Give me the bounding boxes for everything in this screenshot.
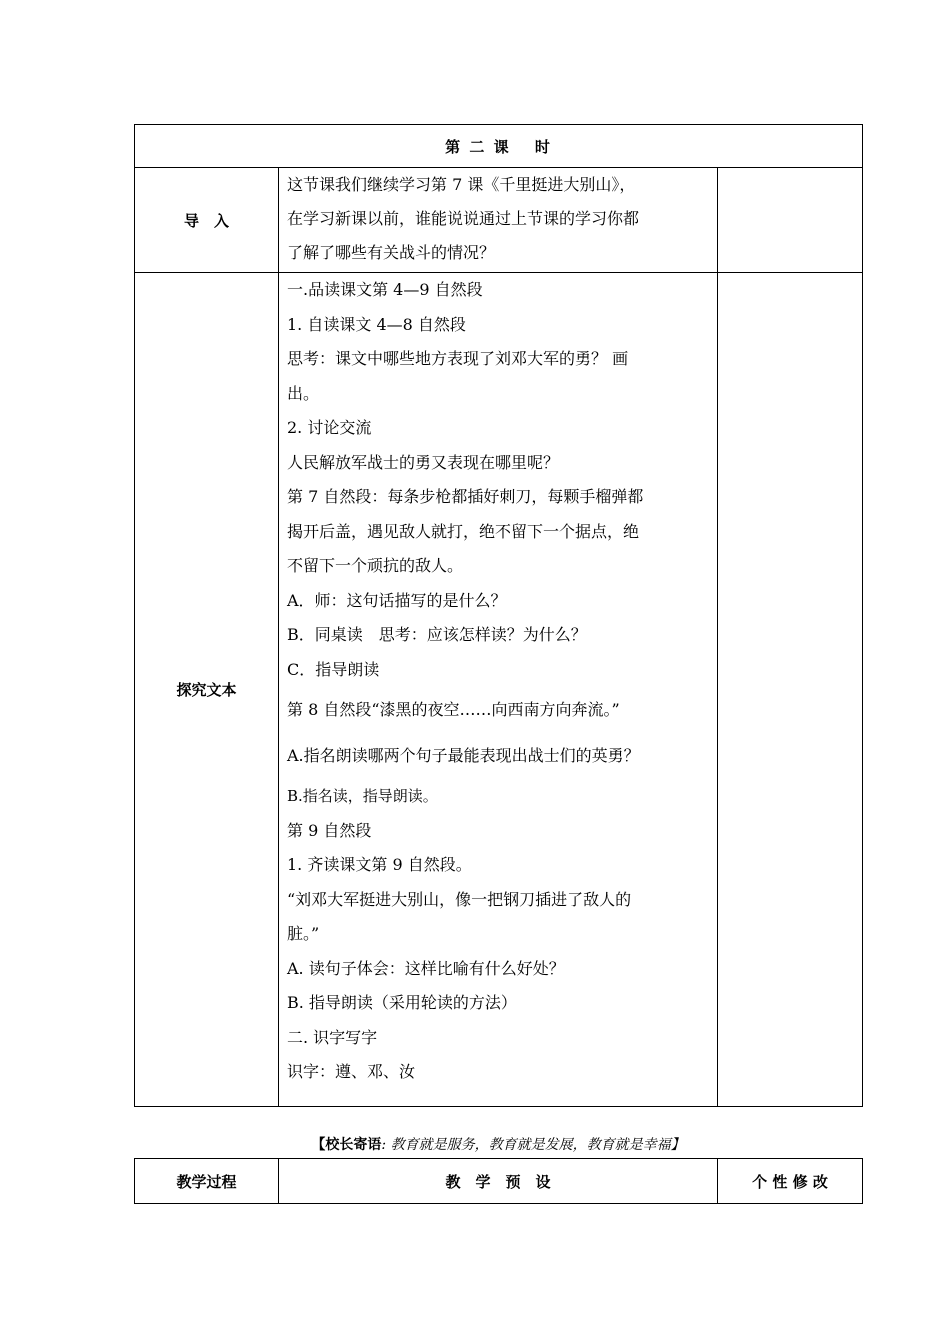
explore-line: 思考：课文中哪些地方表现了刘邓大军的勇？ 画 xyxy=(287,349,629,368)
intro-revision-cell xyxy=(718,168,863,273)
explore-line: 脏。” xyxy=(287,924,320,943)
intro-content xyxy=(279,168,718,273)
motto-text: : 教育就是服务，教育就是发展，教育就是幸福】 xyxy=(381,1137,685,1153)
explore-line: 1. 自读课文 4—8 自然段 xyxy=(287,314,466,334)
lesson-title: 第 二 课 时 xyxy=(135,125,863,168)
lesson-table xyxy=(134,124,863,1107)
footer-header-table xyxy=(134,1158,863,1204)
intro-label: 导 入 xyxy=(135,168,279,273)
explore-revision-cell xyxy=(718,273,863,1107)
explore-line: C．指导朗读 xyxy=(287,659,380,679)
explore-line: 一.品读课文第 4—9 自然段 xyxy=(287,280,483,299)
explore-line: 二. 识字写字 xyxy=(287,1027,378,1047)
explore-line: A.指名朗读哪两个句子最能表现出战士们的英勇？ xyxy=(287,746,640,765)
explore-line: 揭开后盖，遇见敌人就打，绝不留下一个据点，绝 xyxy=(287,521,640,541)
explore-line: B. 指导朗读（采用轮读的方法） xyxy=(287,993,517,1012)
explore-content xyxy=(279,273,718,1107)
explore-line: 第 9 自然段 xyxy=(287,820,372,840)
explore-line: 2. 讨论交流 xyxy=(287,418,372,437)
explore-line: A. 读句子体会：这样比喻有什么好处？ xyxy=(287,958,565,978)
explore-line: 出。 xyxy=(287,383,320,403)
explore-line: 1. 齐读课文第 9 自然段。 xyxy=(287,855,472,874)
principal-motto xyxy=(134,1134,862,1154)
footer-col-process: 教学过程 xyxy=(135,1159,279,1204)
footer-col-plan: 教 学 预 设 xyxy=(279,1159,718,1204)
explore-line: 识字：遵、邓、汝 xyxy=(287,1062,416,1081)
intro-line: 在学习新课以前，谁能说说通过上节课的学习你都 xyxy=(287,209,640,228)
explore-line: “刘邓大军挺进大别山，像一把钢刀插进了敌人的 xyxy=(287,889,632,909)
explore-line: B．同桌读 思考：应该怎样读？为什么？ xyxy=(287,625,587,644)
explore-label: 探究文本 xyxy=(135,273,279,1107)
explore-line: 第 8 自然段“漆黑的夜空……向西南方向奔流。” xyxy=(287,700,620,719)
motto-key: 【校长寄语 xyxy=(311,1137,382,1153)
explore-line: 不留下一个顽抗的敌人。 xyxy=(287,556,464,575)
intro-line: 这节课我们继续学习第 7 课《千里挺进大别山》， xyxy=(287,175,636,194)
explore-line: B.指名读，指导朗读。 xyxy=(287,787,438,805)
intro-line: 了解了哪些有关战斗的情况？ xyxy=(287,243,496,262)
explore-line: A．师：这句话描写的是什么？ xyxy=(287,590,507,610)
explore-line: 人民解放军战士的勇又表现在哪里呢？ xyxy=(287,452,560,472)
explore-line: 第 7 自然段：每条步枪都插好刺刀，每颗手榴弹都 xyxy=(287,487,644,506)
footer-col-revision: 个 性 修 改 xyxy=(718,1159,863,1204)
